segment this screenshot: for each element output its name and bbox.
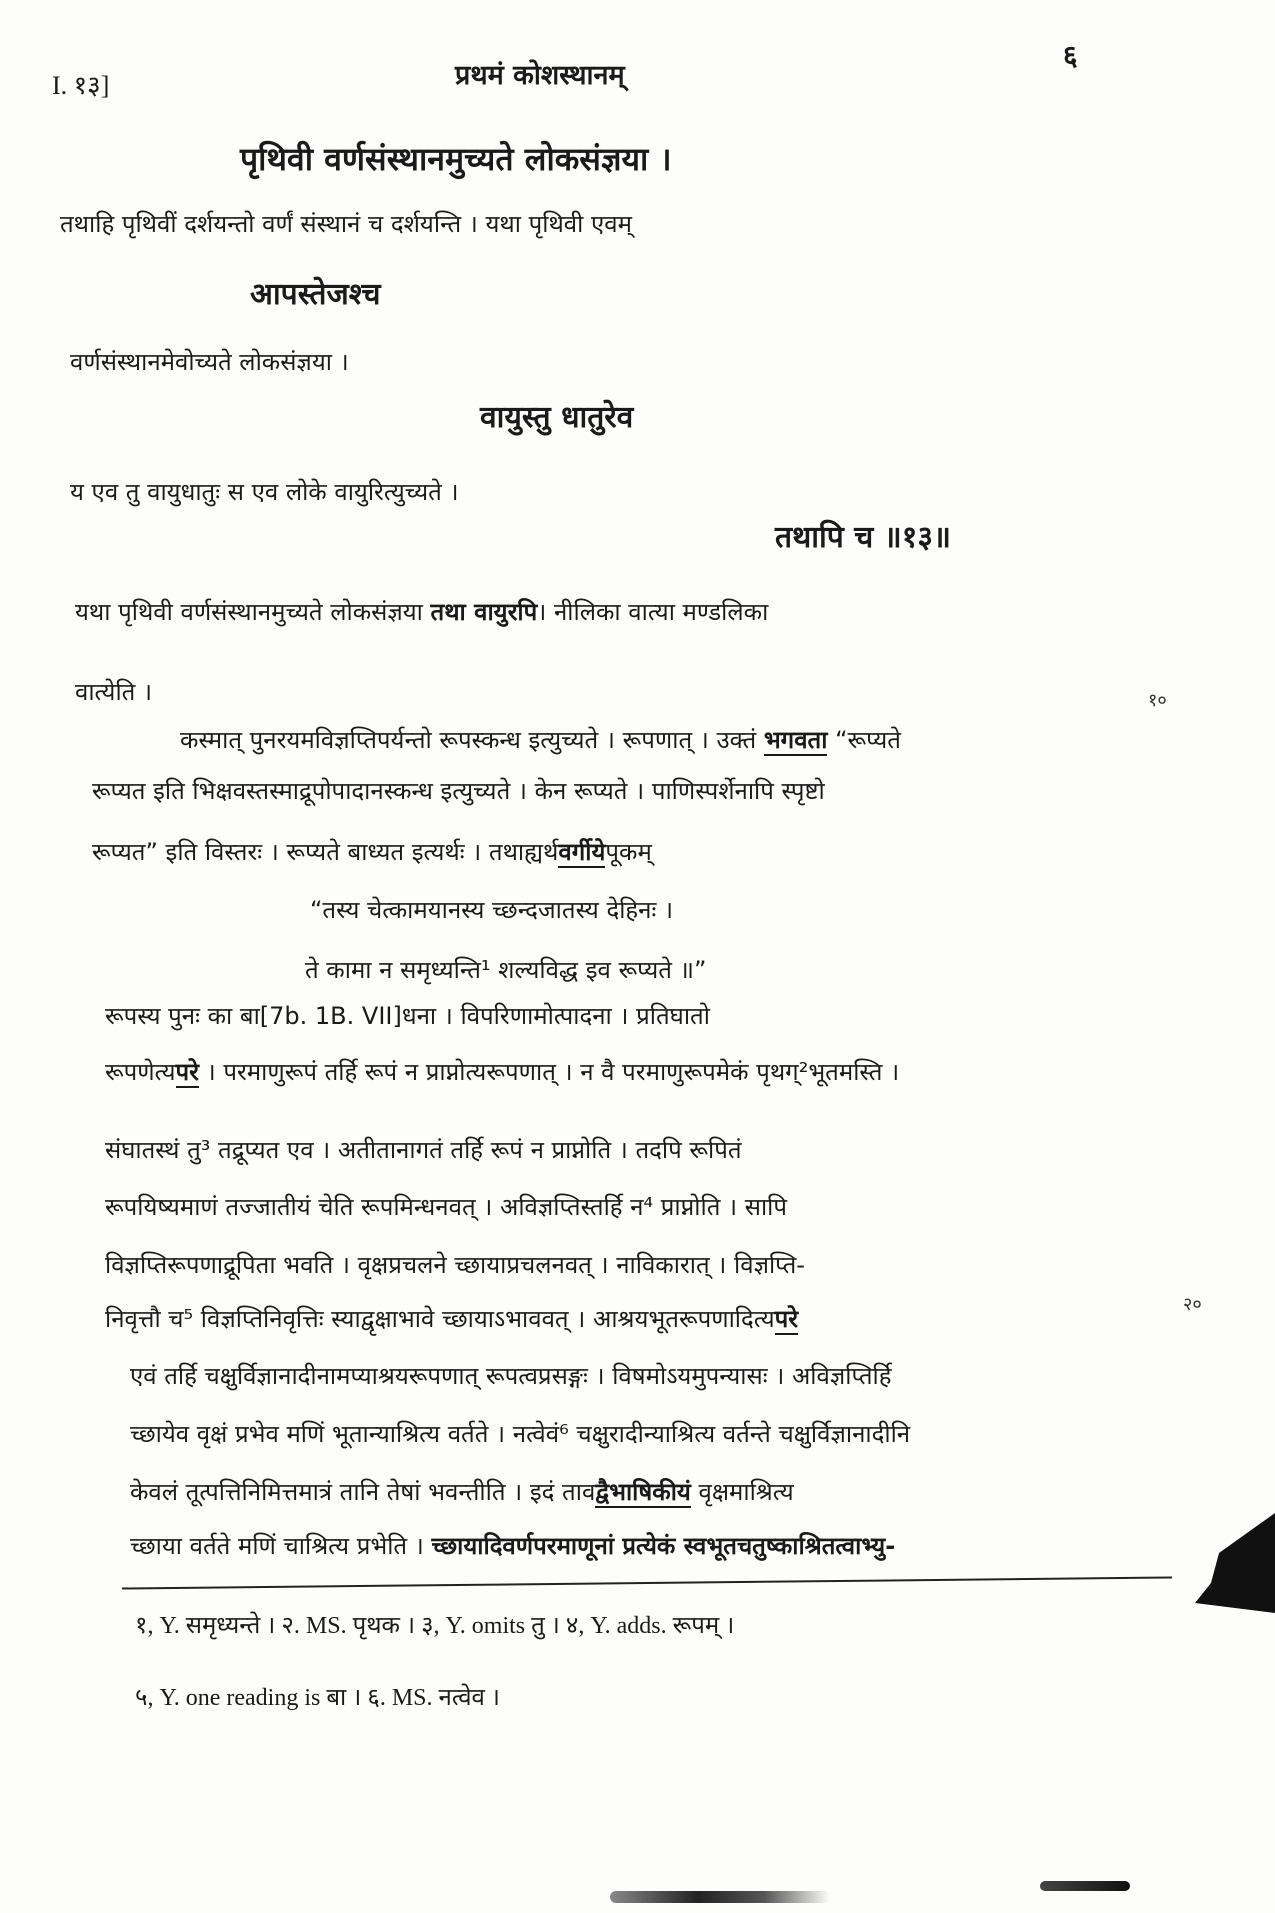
text-span: यथा पृथिवी वर्णसंस्थानमुच्यते लोकसंज्ञया — [75, 598, 423, 626]
quoted-verse: ते कामा न समृध्यन्ति¹ शल्यविद्ध इव रूप्यते ॥” — [305, 956, 707, 984]
emphasis-span: द्वैभाषिकीयं — [595, 1478, 691, 1506]
commentary-line: रूपयिष्यमाणं तज्जातीयं चेति रूपमिन्धनवत् । अविज्ञप्तिस्तर्हि न⁴ प्राप्नोति । सापि — [105, 1193, 788, 1221]
text-span: । परमाणुरूपं तर्हि रूपं न प्राप्नोत्यरूपणात् । न वै परमाणुरूपमेकं पृथग्²भूतमस्ति । — [198, 1058, 900, 1086]
text-span: “रूप्यते — [835, 726, 901, 754]
footnote-divider — [122, 1577, 1172, 1590]
emphasis-span: परे — [175, 1058, 199, 1086]
verse-heading-4: तथापि च ॥१३॥ — [775, 520, 951, 555]
scan-ink-blot — [1195, 1513, 1275, 1613]
commentary-line: च्छायेव वृक्षं प्रभेव मणिं भूतान्याश्रित्य वर्तते । नत्वेवं⁶ चक्षुरादीन्याश्रित्य वर्तन्ते चक्षुर्विज्ञानादीनि — [130, 1420, 911, 1448]
text-span: रूपणेत्य — [105, 1058, 176, 1086]
footnote-line: १, Y. समृध्यन्ते । २. MS. पृथक । ३, Y. omits तु । ४, Y. adds. रूपम् । — [135, 1613, 735, 1639]
verse-heading-2: आपस्तेजश्च — [250, 277, 381, 312]
margin-line-number: १० — [1148, 690, 1167, 710]
section-reference: I. १३] — [52, 71, 110, 100]
emphasis-span: भगवता — [763, 726, 828, 754]
commentary-line — [180, 724, 901, 756]
commentary-line — [105, 1303, 798, 1335]
commentary-line: रूपस्य पुनः का बा[7b. 1B. VII]धना । विपरिणामोत्पादना । प्रतिघातो — [105, 1002, 710, 1030]
verse-heading-3: वायुस्तु धातुरेव — [480, 400, 634, 435]
text-span: पूकम् — [605, 838, 652, 866]
running-title: प्रथमं कोशस्थानम् — [455, 60, 625, 91]
scan-edge-smudge — [1040, 1881, 1130, 1891]
text-span: । नीलिका वात्या मण्डलिका — [537, 598, 769, 626]
footnote-line: ५, Y. one reading is बा । ६. MS. नत्वेव । — [135, 1685, 500, 1711]
commentary-line: रूप्यत इति भिक्षवस्तस्माद्रूपोपादानस्कन्ध इत्युच्यते । केन रूप्यते । पाणिस्पर्शेनापि स्पृष्टो — [92, 777, 825, 805]
emphasis-span: तथा वायुरपि — [430, 598, 538, 626]
commentary-line — [105, 1056, 899, 1088]
commentary-line: एवं तर्हि चक्षुर्विज्ञानादीनामप्याश्रयरूपणात् रूपत्वप्रसङ्गः । विषमोऽयमुपन्यासः । अविज्ञप्तिर्हि — [130, 1362, 892, 1390]
commentary-line: तथाहि पृथिवीं दर्शयन्तो वर्णं संस्थानं च दर्शयन्ति । यथा पृथिवी एवम् — [60, 210, 632, 238]
commentary-line — [130, 1476, 794, 1508]
text-span: च्छाया वर्तते मणिं चाश्रित्य प्रभेति । — [130, 1532, 432, 1560]
emphasis-span: च्छायादिवर्णपरमाणूनां प्रत्येकं स्वभूतचतुष्काश्रितत्वाभ्यु- — [431, 1532, 896, 1560]
verse-heading-1: पृथिवी वर्णसंस्थानमुच्यते लोकसंज्ञया । — [240, 140, 672, 178]
commentary-line: वात्येति । — [75, 678, 153, 706]
commentary-line — [130, 1530, 895, 1562]
text-span: कस्मात् पुनरयमविज्ञप्तिपर्यन्तो रूपस्कन्ध इत्युच्यते । रूपणात् । उक्तं — [180, 726, 757, 754]
margin-line-number: २० — [1183, 1294, 1202, 1314]
text-span: निवृत्तौ च⁵ विज्ञप्तिनिवृत्तिः स्याद्वृक्षाभावे च्छायाऽभाववत् । आश्रयभूतरूपणादित्य — [105, 1305, 775, 1333]
emphasis-span: परे — [774, 1305, 799, 1333]
scan-edge-smudge — [610, 1891, 830, 1903]
page-number: ६ — [1063, 39, 1078, 72]
text-span: रूप्यत” इति विस्तरः । रूप्यते बाध्यत इत्यर्थः । तथाह्यर्थ — [92, 838, 559, 866]
commentary-line: य एव तु वायुधातुः स एव लोके वायुरित्युच्यते । — [70, 478, 459, 506]
commentary-line — [75, 596, 768, 628]
commentary-line: वर्णसंस्थानमेवोच्यते लोकसंज्ञया । — [70, 348, 349, 376]
emphasis-span: वर्गीये — [558, 838, 606, 866]
quoted-verse: “तस्य चेत्कामयानस्य च्छन्दजातस्य देहिनः । — [310, 896, 674, 924]
text-span: केवलं तूत्पत्तिनिमित्तमात्रं तानि तेषां भवन्तीति । इदं ताव — [130, 1478, 596, 1506]
commentary-line: संघातस्थं तु³ तद्रूप्यत एव । अतीतानागतं तर्हि रूपं न प्राप्नोति । तदपि रूपितं — [105, 1136, 742, 1164]
commentary-line: विज्ञप्तिरूपणाद्रूपिता भवति । वृक्षप्रचलने च्छायाप्रचलनवत् । नाविकारात् । विज्ञप्ति- — [105, 1251, 805, 1279]
commentary-line — [92, 836, 652, 868]
text-span: वृक्षमाश्रित्य — [690, 1478, 794, 1506]
